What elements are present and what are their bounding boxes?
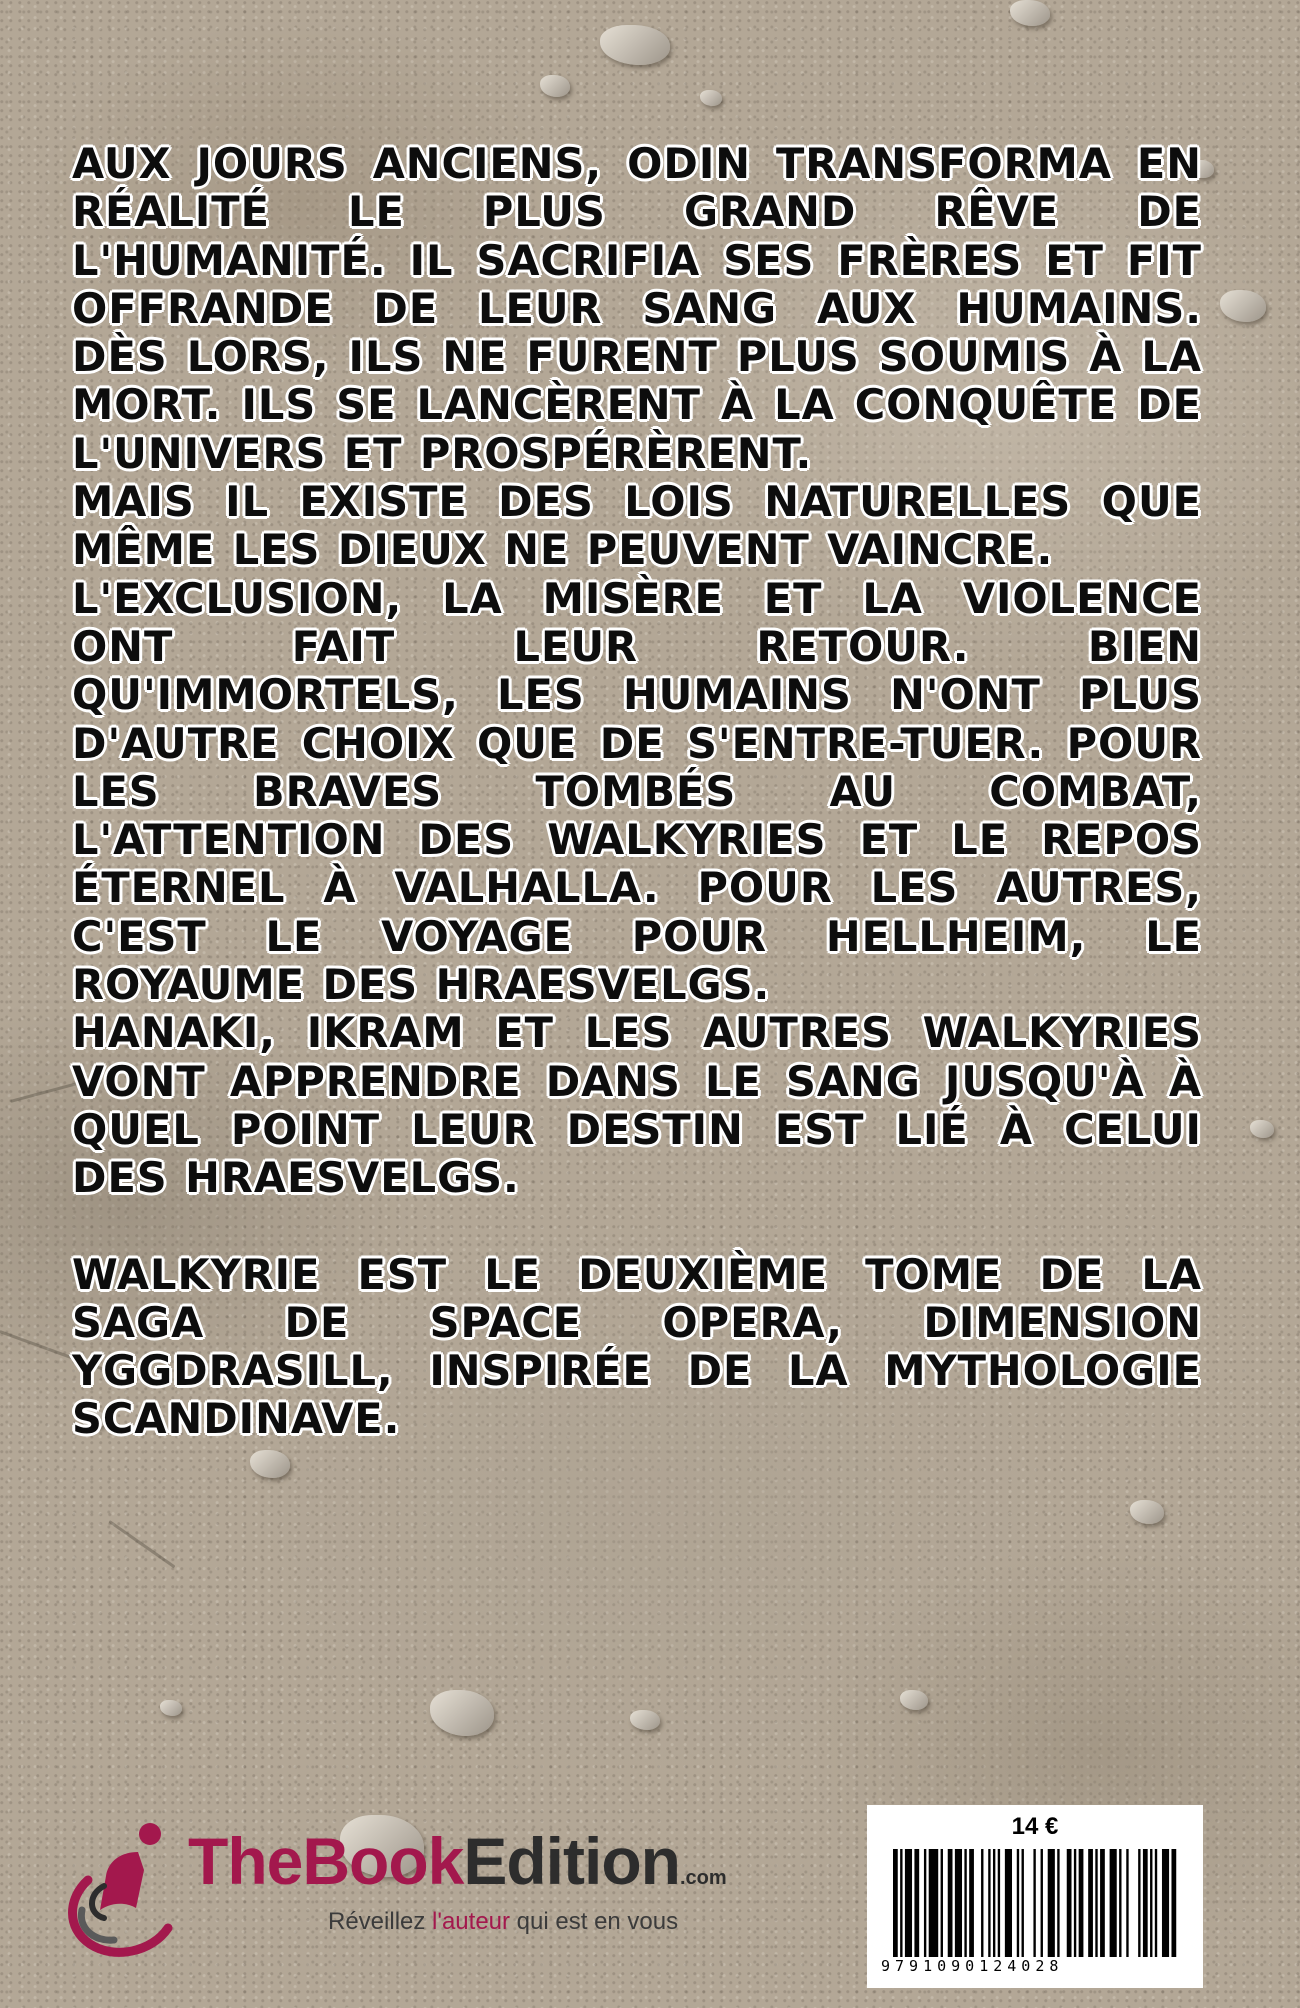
- pebble: [1130, 1500, 1164, 1524]
- barcode-bar: [981, 1849, 983, 1957]
- barcode-bar: [1022, 1849, 1024, 1957]
- barcode-bar: [1005, 1849, 1012, 1957]
- pebble: [900, 1690, 928, 1710]
- blurb-paragraph-5: WALKYRIE EST LE DEUXIÈME TOME DE LA SAGA DE SPACE OPERA, DIMENSION YGGDRASILL, INSPIRÉE DE LA MYTHOLOGIE SCANDINAVE.: [72, 1249, 1202, 1444]
- pebble: [630, 1710, 660, 1730]
- barcode-bar: [924, 1849, 926, 1957]
- pebble: [1250, 1120, 1274, 1138]
- tagline-end: qui est en vous: [510, 1908, 679, 1935]
- pebble: [430, 1690, 494, 1736]
- pebble: [540, 75, 570, 97]
- pebble: [160, 1700, 182, 1716]
- barcode-bar: [1171, 1849, 1176, 1957]
- blurb-paragraph-2: MAIS IL EXISTE DES LOIS NATURELLES QUE MÊME LES DIEUX NE PEUVENT VAINCRE.: [72, 477, 1202, 575]
- barcode-bar: [914, 1849, 919, 1957]
- blurb-paragraph-1: AUX JOURS ANCIENS, ODIN TRANSFORMA EN RÉALITÉ LE PLUS GRAND RÊVE DE L'HUMANITÉ. IL SACRIFIA SES FRÈRES ET FIT OFFRANDE DE LEUR SANG AUX HUMAINS. DÈS LORS, ILS NE FURENT PLUS SOUMIS À LA MORT. ILS SE LANCÈRENT À LA CONQUÊTE DE L'UNIVERS ET PROSPÉRÈRENT.: [72, 139, 1202, 478]
- publisher-domain-suffix: .com: [679, 1867, 727, 1889]
- pebble: [250, 1450, 290, 1478]
- pebble: [600, 25, 670, 65]
- barcode-bar: [929, 1849, 939, 1957]
- publisher-name-book: Book: [302, 1824, 464, 1898]
- publisher-name-edition: Edition: [463, 1824, 680, 1898]
- barcode-bar: [955, 1849, 962, 1957]
- barcode-bar: [969, 1849, 974, 1957]
- barcode-bar: [988, 1849, 990, 1957]
- pebble: [1010, 0, 1050, 26]
- barcode-bar: [1100, 1849, 1105, 1957]
- barcode-bar: [1110, 1849, 1117, 1957]
- barcode-bar: [1079, 1849, 1084, 1957]
- barcode-bar: [1150, 1849, 1152, 1957]
- pebble: [1220, 290, 1266, 322]
- barcode-bar: [964, 1849, 966, 1957]
- barcode-bar: [941, 1849, 943, 1957]
- barcode-bar: [905, 1849, 912, 1957]
- tagline-start: Réveillez: [328, 1908, 433, 1935]
- barcode-bar: [1138, 1849, 1140, 1957]
- barcode-bar: [893, 1849, 898, 1957]
- barcode-bar: [1162, 1849, 1169, 1957]
- person-swirl-icon: [60, 1810, 180, 1960]
- barcode-bar: [948, 1849, 953, 1957]
- isbn-number: 9791090124028: [881, 1957, 1064, 1975]
- publisher-name: [188, 1824, 727, 1898]
- barcode-bar: [1095, 1849, 1097, 1957]
- barcode-bar: [1048, 1849, 1055, 1957]
- barcode-bar: [1119, 1849, 1121, 1957]
- barcode-bar: [998, 1849, 1000, 1957]
- barcode-bar: [1088, 1849, 1093, 1957]
- blurb-paragraph-4: HANAKI, IKRAM ET LES AUTRES WALKYRIES VONT APPRENDRE DANS LE SANG JUSQU'À À QUEL POINT LEUR DESTIN EST LIÉ À CELUI DES HRAESVELGS.: [72, 1008, 1202, 1203]
- crack: [108, 1520, 175, 1568]
- publisher-name-the: The: [188, 1824, 303, 1898]
- barcode-bar: [1143, 1849, 1148, 1957]
- publisher-logo: [60, 1810, 860, 1960]
- barcode-bar: [1033, 1849, 1035, 1957]
- blurb-paragraph-3: L'EXCLUSION, LA MISÈRE ET LA VIOLENCE ONT FAIT LEUR RETOUR. BIEN QU'IMMORTELS, LES HUMAINS N'ONT PLUS D'AUTRE CHOIX QUE DE S'ENTRE-TUER. POUR LES BRAVES TOMBÉS AU COMBAT, L'ATTENTION DES WALKYRIES ET LE REPOS ÉTERNEL À VALHALLA. POUR LES AUTRES, C'EST LE VOYAGE POUR HELLHEIM, LE ROYAUME DES HRAESVELGS.: [72, 573, 1202, 1010]
- barcode-bar: [1074, 1849, 1076, 1957]
- barcode-bar: [1126, 1849, 1128, 1957]
- tagline-highlight: l'auteur: [432, 1908, 511, 1935]
- isbn-barcode-box: [867, 1805, 1203, 1988]
- barcode-bar: [1155, 1849, 1157, 1957]
- barcode-bar: [1067, 1849, 1072, 1957]
- barcode-bar: [1041, 1849, 1043, 1957]
- barcode-bar: [900, 1849, 902, 1957]
- barcode-bar: [1017, 1849, 1019, 1957]
- barcode-bar: [993, 1849, 995, 1957]
- pebble: [700, 90, 722, 106]
- publisher-tagline: [328, 1908, 678, 1936]
- barcode-bars: [893, 1849, 1181, 1957]
- back-cover-blurb: [72, 140, 1202, 1444]
- barcode-bar: [1057, 1849, 1059, 1957]
- price-label: 14 €: [1011, 1813, 1059, 1840]
